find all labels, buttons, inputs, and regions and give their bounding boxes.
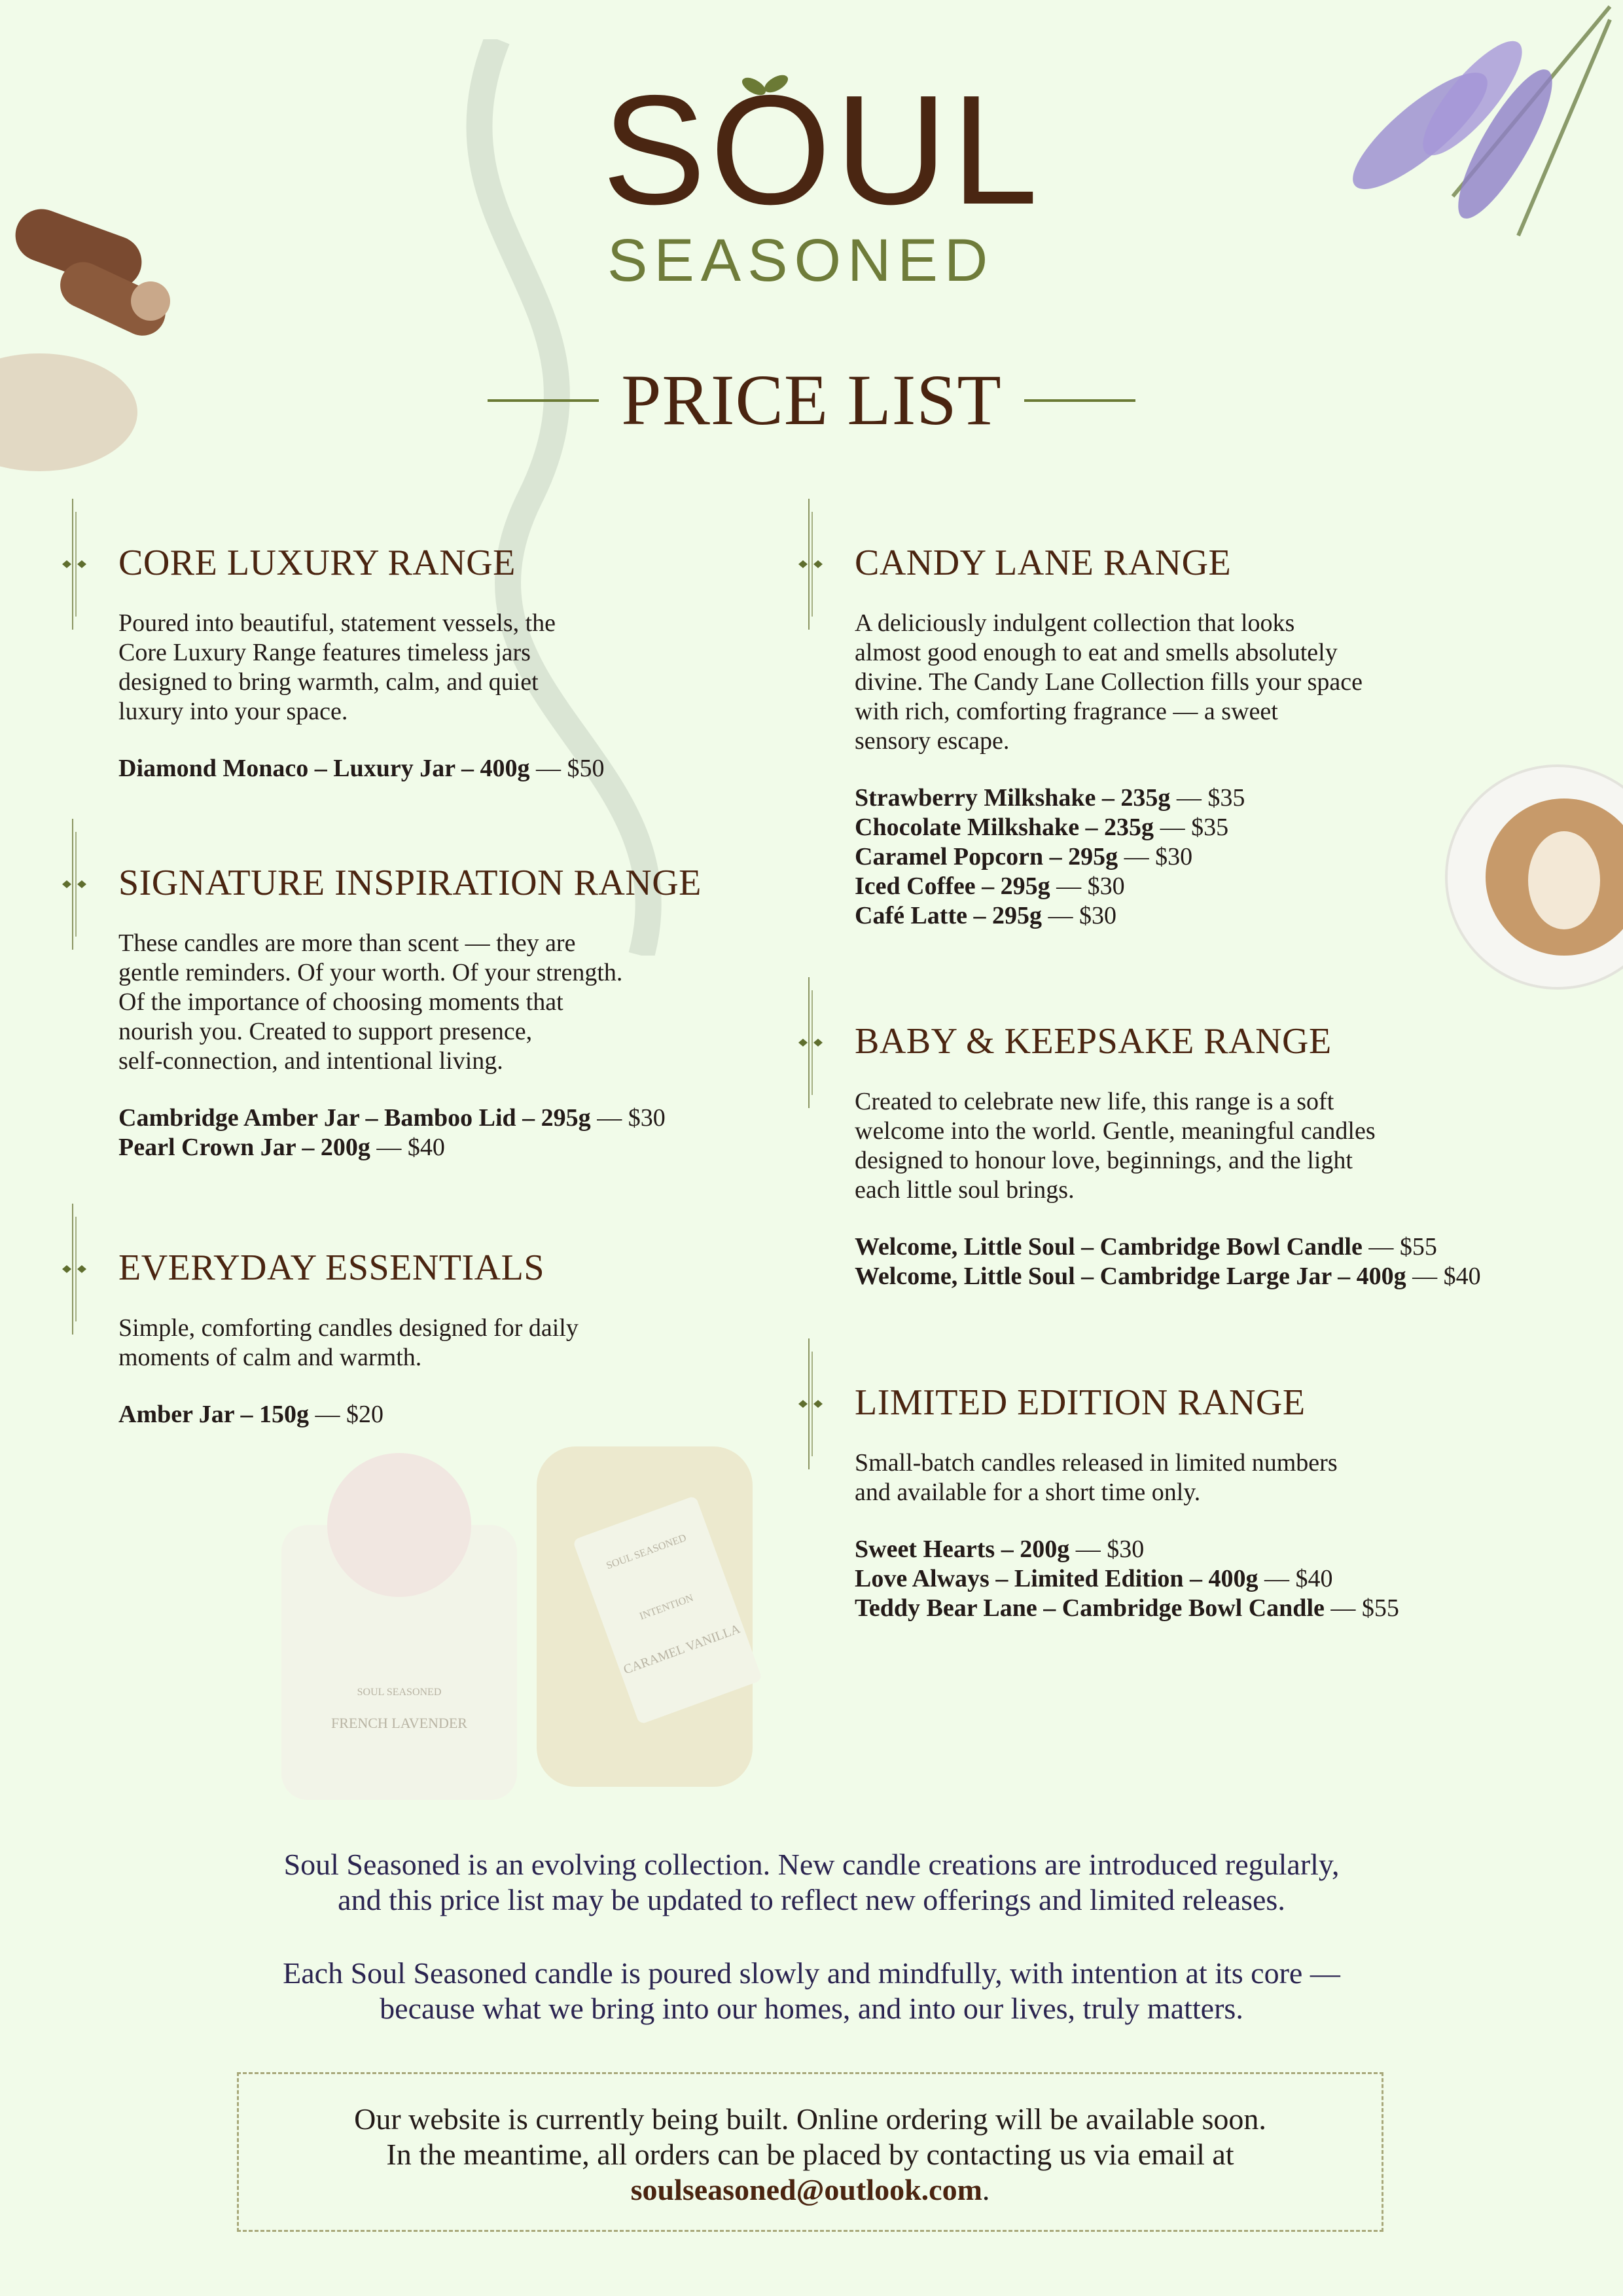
logo-soul: SOUL bbox=[602, 63, 1043, 237]
price-item: Sweet Hearts – 200g — $30 bbox=[855, 1535, 1145, 1563]
section-title: LIMITED EDITION RANGE bbox=[855, 1382, 1306, 1423]
price-list bbox=[118, 1400, 838, 1429]
price-list bbox=[855, 1535, 1575, 1623]
price-item: Teddy Bear Lane – Cambridge Bowl Candle — $55 bbox=[855, 1594, 1399, 1622]
section-title: CORE LUXURY RANGE bbox=[118, 543, 516, 583]
section-everyday-essentials bbox=[118, 1249, 838, 1429]
description-line: with rich, comforting fragrance — a sweet bbox=[855, 698, 1278, 725]
item-name: Chocolate Milkshake – 235g bbox=[855, 814, 1154, 841]
price-item: Caramel Popcorn – 295g — $30 bbox=[855, 843, 1193, 870]
description-line: welcome into the world. Gentle, meaningful candles bbox=[855, 1117, 1376, 1145]
price-item: Café Latte – 295g — $30 bbox=[855, 902, 1116, 929]
section-core-luxury bbox=[118, 545, 838, 783]
price-item: Iced Coffee – 295g — $30 bbox=[855, 872, 1125, 900]
item-name: Diamond Monaco – Luxury Jar – 400g bbox=[118, 755, 530, 782]
section-description bbox=[118, 1314, 838, 1372]
price-item: Welcome, Little Soul – Cambridge Large Jar – 400g — $40 bbox=[855, 1263, 1481, 1290]
description-line: designed to bring warmth, calm, and quiet bbox=[118, 668, 539, 696]
item-name: Teddy Bear Lane – Cambridge Bowl Candle bbox=[855, 1594, 1325, 1622]
description-line: each little soul brings. bbox=[855, 1176, 1075, 1204]
item-price: $30 bbox=[1107, 1535, 1145, 1563]
email-suffix: . bbox=[982, 2173, 990, 2206]
item-name: Amber Jar – 150g bbox=[118, 1401, 309, 1428]
section-baby-keepsake bbox=[855, 1023, 1575, 1291]
description-line: sensory escape. bbox=[855, 727, 1010, 755]
item-name: Iced Coffee – 295g bbox=[855, 872, 1050, 900]
section-description bbox=[855, 1448, 1575, 1507]
item-name: Love Always – Limited Edition – 400g bbox=[855, 1565, 1258, 1592]
item-price: $55 bbox=[1399, 1233, 1437, 1261]
leaf-ornament-icon bbox=[61, 1204, 87, 1335]
left-candle-label: FRENCH LAVENDER bbox=[330, 1715, 468, 1731]
description-line: nourish you. Created to support presence, bbox=[118, 1018, 533, 1045]
footer-line: Soul Seasoned is an evolving collection. New candle creations are introduced regularly, bbox=[283, 1848, 1340, 1881]
price-item: Pearl Crown Jar – 200g — $40 bbox=[118, 1134, 445, 1161]
item-price: $35 bbox=[1207, 784, 1245, 812]
description-line: designed to honour love, beginnings, and the light bbox=[855, 1147, 1353, 1174]
candle-jar-decoration bbox=[262, 1394, 798, 1813]
description-line: A deliciously indulgent collection that looks bbox=[855, 609, 1295, 637]
item-name: Sweet Hearts – 200g bbox=[855, 1535, 1070, 1563]
description-line: luxury into your space. bbox=[118, 698, 348, 725]
price-item: Strawberry Milkshake – 235g — $35 bbox=[855, 784, 1245, 812]
section-description bbox=[118, 929, 838, 1076]
price-item: Welcome, Little Soul – Cambridge Bowl Candle — $55 bbox=[855, 1233, 1437, 1261]
price-item: Cambridge Amber Jar – Bamboo Lid – 295g — $30 bbox=[118, 1104, 666, 1132]
footer-line: because what we bring into our homes, and into our lives, truly matters. bbox=[380, 1992, 1243, 2025]
footer-line: Each Soul Seasoned candle is poured slowly and mindfully, with intention at its core — bbox=[283, 1956, 1340, 1990]
price-item: Love Always – Limited Edition – 400g — $40 bbox=[855, 1565, 1333, 1592]
notice-line: Our website is currently being built. Online ordering will be available soon. bbox=[354, 2102, 1266, 2136]
leaf-ornament-icon bbox=[797, 1338, 823, 1469]
description-line: gentle reminders. Of your worth. Of your strength. bbox=[118, 959, 623, 986]
leaf-ornament-icon bbox=[797, 977, 823, 1108]
footer-line: and this price list may be updated to reflect new offerings and limited releases. bbox=[338, 1883, 1285, 1916]
section-description bbox=[855, 609, 1575, 756]
item-price: $30 bbox=[628, 1104, 666, 1132]
item-price: $20 bbox=[346, 1401, 383, 1428]
price-list bbox=[855, 783, 1575, 931]
item-name: Welcome, Little Soul – Cambridge Large Jar – 400g bbox=[855, 1263, 1406, 1290]
description-line: Core Luxury Range features timeless jars bbox=[118, 639, 531, 666]
description-line: Of the importance of choosing moments that bbox=[118, 988, 563, 1016]
item-price: $30 bbox=[1079, 902, 1116, 929]
price-item: Amber Jar – 150g — $20 bbox=[118, 1401, 383, 1428]
item-price: $35 bbox=[1191, 814, 1229, 841]
description-line: self-connection, and intentional living. bbox=[118, 1047, 503, 1075]
right-candle-scent: CARAMEL VANILLA bbox=[621, 1621, 742, 1677]
lavender-decoration bbox=[1322, 0, 1623, 249]
leaf-ornament-icon bbox=[797, 499, 823, 630]
section-limited-edition bbox=[855, 1384, 1575, 1623]
item-price: $40 bbox=[1443, 1263, 1481, 1290]
item-name: Cambridge Amber Jar – Bamboo Lid – 295g bbox=[118, 1104, 591, 1132]
item-name: Pearl Crown Jar – 200g bbox=[118, 1134, 370, 1161]
page-title: PRICE LIST bbox=[621, 360, 1002, 440]
description-line: These candles are more than scent — they are bbox=[118, 929, 576, 957]
item-name: Café Latte – 295g bbox=[855, 902, 1042, 929]
description-line: almost good enough to eat and smells absolutely bbox=[855, 639, 1338, 666]
section-title: SIGNATURE INSPIRATION RANGE bbox=[118, 863, 702, 903]
email-link[interactable]: soulseasoned@outlook.com bbox=[630, 2173, 982, 2206]
title-rule-left bbox=[488, 399, 599, 402]
left-candle-brand: SOUL SEASONED bbox=[357, 1687, 442, 1698]
section-signature-inspiration bbox=[118, 865, 838, 1162]
item-price: $40 bbox=[407, 1134, 445, 1161]
description-line: Small-batch candles released in limited numbers bbox=[855, 1449, 1338, 1477]
price-list bbox=[855, 1232, 1575, 1291]
footer-paragraph-1 bbox=[0, 1847, 1623, 1918]
item-price: $55 bbox=[1361, 1594, 1399, 1622]
item-name: Welcome, Little Soul – Cambridge Bowl Candle bbox=[855, 1233, 1363, 1261]
ordering-notice-box bbox=[237, 2072, 1383, 2232]
logo-seasoned: SEASONED bbox=[607, 227, 995, 294]
title-rule-right bbox=[1024, 399, 1135, 402]
item-name: Caramel Popcorn – 295g bbox=[855, 843, 1118, 870]
section-description bbox=[118, 609, 838, 726]
description-line: Simple, comforting candles designed for daily bbox=[118, 1314, 579, 1342]
footer-paragraph-2 bbox=[0, 1956, 1623, 2026]
right-candle-word: INTENTION bbox=[638, 1592, 695, 1623]
section-description bbox=[855, 1087, 1575, 1205]
price-list bbox=[118, 754, 838, 783]
item-price: $50 bbox=[567, 755, 605, 782]
notice-line: In the meantime, all orders can be placed by contacting us via email at bbox=[386, 2138, 1234, 2171]
price-item: Diamond Monaco – Luxury Jar – 400g — $50 bbox=[118, 755, 605, 782]
description-line: moments of calm and warmth. bbox=[118, 1344, 422, 1371]
section-candy-lane bbox=[855, 545, 1575, 931]
item-price: $40 bbox=[1295, 1565, 1333, 1592]
page-title-row bbox=[0, 359, 1623, 442]
item-name: Strawberry Milkshake – 235g bbox=[855, 784, 1171, 812]
section-title: EVERYDAY ESSENTIALS bbox=[118, 1247, 544, 1288]
item-price: $30 bbox=[1087, 872, 1125, 900]
price-list bbox=[118, 1103, 838, 1162]
description-line: Poured into beautiful, statement vessels, the bbox=[118, 609, 556, 637]
description-line: and available for a short time only. bbox=[855, 1479, 1201, 1506]
right-candle-brand: SOUL SEASONED bbox=[605, 1532, 688, 1572]
leaf-ornament-icon bbox=[61, 819, 87, 950]
description-line: Created to celebrate new life, this range is a soft bbox=[855, 1088, 1334, 1115]
section-title: BABY & KEEPSAKE RANGE bbox=[855, 1021, 1332, 1062]
section-title: CANDY LANE RANGE bbox=[855, 543, 1232, 583]
item-price: $30 bbox=[1155, 843, 1193, 870]
leaf-ornament-icon bbox=[61, 499, 87, 630]
description-line: divine. The Candy Lane Collection fills your space bbox=[855, 668, 1363, 696]
price-item: Chocolate Milkshake – 235g — $35 bbox=[855, 814, 1229, 841]
